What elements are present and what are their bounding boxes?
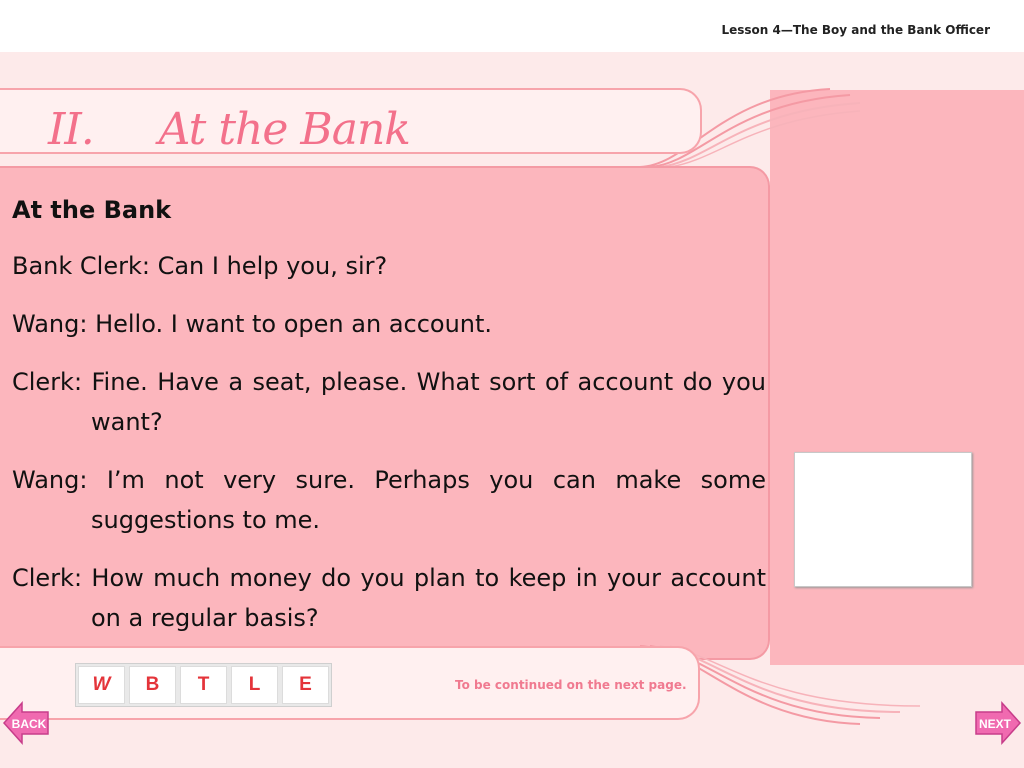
lesson-title: Lesson 4—The Boy and the Bank Officer xyxy=(721,23,990,37)
back-label: BACK xyxy=(11,717,47,731)
back-arrow-icon xyxy=(2,700,50,746)
tab-l[interactable]: L xyxy=(231,666,278,704)
next-arrow-icon xyxy=(974,700,1022,746)
tab-e[interactable]: E xyxy=(282,666,329,704)
continue-note: To be continued on the next page. xyxy=(455,678,687,692)
dialogue-line: Wang: I’m not very sure. Perhaps you can make some suggestions to me. xyxy=(12,466,766,534)
section-title: II. At the Bank xyxy=(48,104,410,155)
back-button[interactable] xyxy=(2,700,50,746)
dialogue-line: Clerk: Fine. Have a seat, please. What sort of account do you want? xyxy=(12,368,766,436)
dialogue-line: Bank Clerk: Can I help you, sir? xyxy=(12,252,388,280)
dialogue-text xyxy=(12,192,766,656)
skill-tabs xyxy=(75,663,332,707)
dialogue-line: Wang: Hello. I want to open an account. xyxy=(12,310,493,338)
dialogue-heading: At the Bank xyxy=(12,196,172,224)
image-placeholder xyxy=(794,452,972,587)
next-label: NEXT xyxy=(978,717,1012,731)
tab-b[interactable]: B xyxy=(129,666,176,704)
tab-t[interactable]: T xyxy=(180,666,227,704)
next-button[interactable] xyxy=(974,700,1022,746)
dialogue-line: Clerk: How much money do you plan to keep in your account on a regular basis? xyxy=(12,564,766,632)
tab-writing[interactable]: W xyxy=(78,666,125,704)
